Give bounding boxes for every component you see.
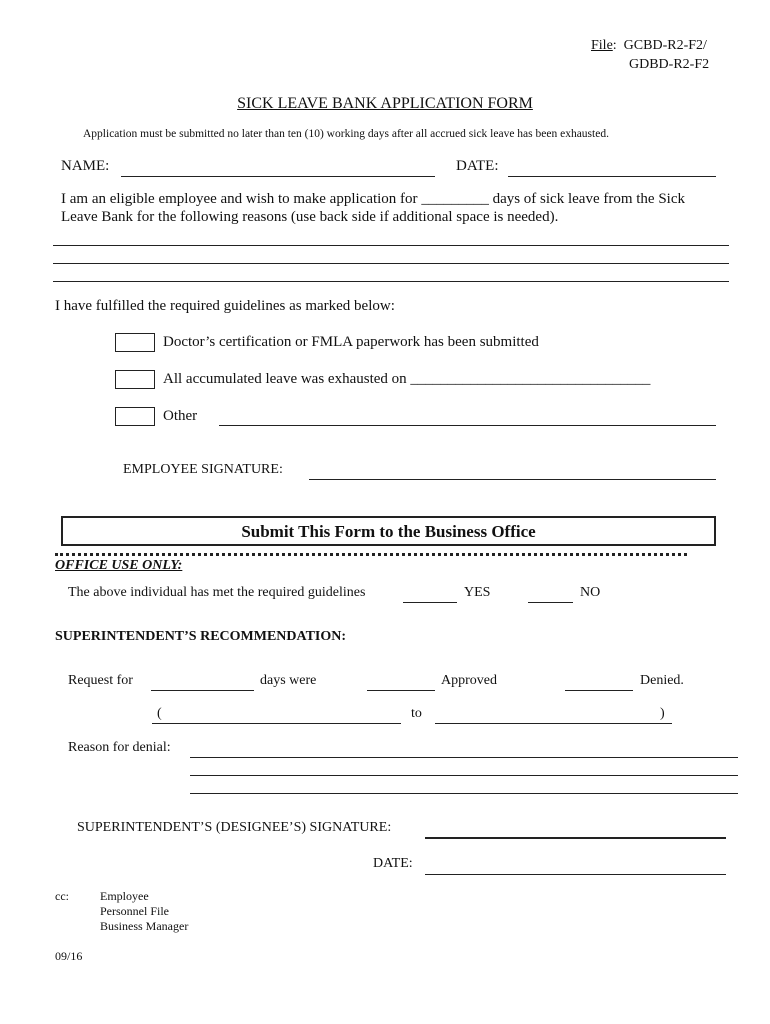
yes-label: YES xyxy=(464,585,491,600)
checkbox-doctor-certification[interactable] xyxy=(115,333,155,352)
page-title xyxy=(0,95,770,113)
reason-for-denial-label: Reason for denial: xyxy=(68,740,171,755)
guidelines-intro: I have fulfilled the required guidelines as marked below: xyxy=(55,298,395,314)
days-were-label: days were xyxy=(260,673,317,688)
met-guidelines-text: The above individual has met the required guidelines xyxy=(68,585,366,600)
name-field[interactable] xyxy=(121,176,435,177)
name-label: NAME: xyxy=(61,158,110,174)
title-text: SICK LEAVE BANK APPLICATION FORM xyxy=(237,95,533,112)
cc-label: cc: xyxy=(55,889,69,903)
superintendent-heading: SUPERINTENDENT’S RECOMMENDATION: xyxy=(55,629,347,644)
denied-label: Denied. xyxy=(640,673,684,688)
approved-label: Approved xyxy=(441,673,497,688)
dotted-separator xyxy=(55,553,687,556)
checkbox-label-doctor: Doctor’s certification or FMLA paperwork has been submitted xyxy=(163,334,539,350)
employee-signature-field[interactable] xyxy=(309,479,716,480)
submit-banner: Submit This Form to the Business Office xyxy=(61,516,716,546)
date-range-end-field[interactable] xyxy=(435,723,672,724)
date-range-close: ) xyxy=(660,706,665,721)
request-days-field[interactable] xyxy=(151,690,254,691)
request-label: Request for xyxy=(68,673,133,688)
date-range-to: to xyxy=(411,706,422,721)
date-label: DATE: xyxy=(456,158,499,174)
checkbox-label-exhausted: All accumulated leave was exhausted on ________________________________ xyxy=(163,371,651,387)
checkbox-label-other: Other xyxy=(163,408,198,424)
paragraph-text-2: days of sick leave from the Sick xyxy=(492,191,686,207)
cc-recipient: Personnel File xyxy=(100,904,169,918)
no-field[interactable] xyxy=(528,602,573,603)
file-code-2: GDBD-R2-F2 xyxy=(629,57,710,72)
office-use-heading: OFFICE USE ONLY: xyxy=(55,558,183,573)
cc-recipient: Employee xyxy=(100,889,149,903)
denial-reason-line-2[interactable] xyxy=(190,775,738,776)
cc-recipient: Business Manager xyxy=(100,919,189,933)
application-paragraph-line2: Leave Bank for the following reasons (use back side if additional space is needed). xyxy=(61,209,559,225)
days-blank[interactable]: _________ xyxy=(421,191,489,207)
reason-line-3[interactable] xyxy=(53,281,729,282)
designee-signature-field[interactable] xyxy=(425,837,726,839)
denial-reason-line-1[interactable] xyxy=(190,757,738,758)
instruction-text: Application must be submitted no later than ten (10) working days after all accrued sick leave has been exhausted. xyxy=(83,128,609,140)
file-reference: File: GCBD-R2-F2/ xyxy=(591,38,707,53)
file-code-1: GCBD-R2-F2/ xyxy=(623,38,707,53)
approved-field[interactable] xyxy=(367,690,435,691)
revision-date: 09/16 xyxy=(55,949,83,963)
date-range-open: ( xyxy=(157,706,162,721)
reason-line-2[interactable] xyxy=(53,263,729,264)
application-paragraph-line1 xyxy=(61,191,685,208)
designee-date-field[interactable] xyxy=(425,874,726,875)
paragraph-text-1: I am an eligible employee and wish to make application for xyxy=(61,191,418,207)
employee-signature-label: EMPLOYEE SIGNATURE: xyxy=(123,462,283,477)
date-range-start-field[interactable] xyxy=(152,723,401,724)
other-field[interactable] xyxy=(219,425,716,426)
checkbox-other[interactable] xyxy=(115,407,155,426)
file-label: File xyxy=(591,38,613,53)
denied-field[interactable] xyxy=(565,690,633,691)
yes-field[interactable] xyxy=(403,602,457,603)
reason-line-1[interactable] xyxy=(53,245,729,246)
date-field[interactable] xyxy=(508,176,716,177)
checkbox-leave-exhausted[interactable] xyxy=(115,370,155,389)
no-label: NO xyxy=(580,585,601,600)
designee-signature-label: SUPERINTENDENT’S (DESIGNEE’S) SIGNATURE: xyxy=(77,820,392,835)
designee-date-label: DATE: xyxy=(373,856,413,871)
denial-reason-line-3[interactable] xyxy=(190,793,738,794)
